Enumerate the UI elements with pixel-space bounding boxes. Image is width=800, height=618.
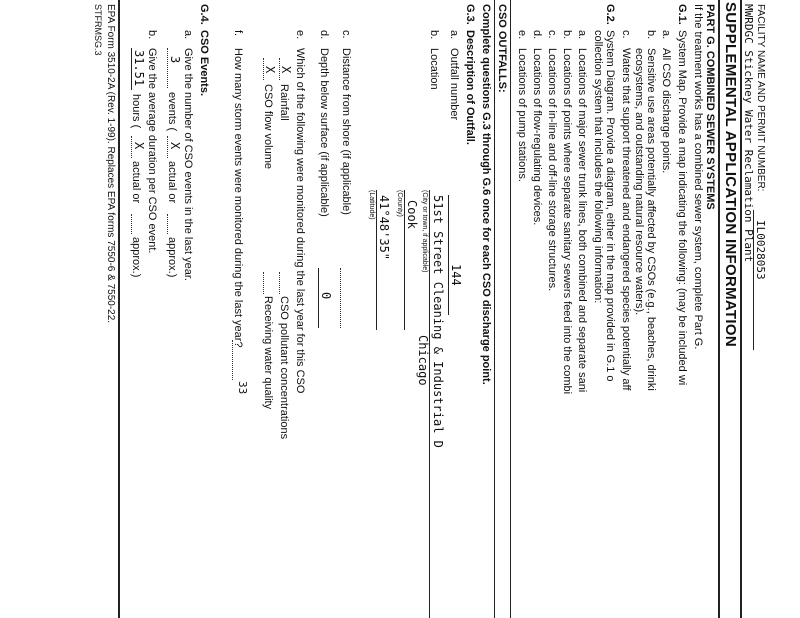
depth-below-surface-label: Depth below surface (if applicable) — [318, 48, 330, 217]
duration-underline — [131, 48, 132, 90]
location-caption: (City or town, if applicable) — [421, 190, 428, 273]
header-rule-2 — [718, 0, 720, 618]
depth-underline — [318, 268, 319, 328]
storm-events-question: How many storm events were monitored during the last year? — [232, 48, 244, 348]
latitude-caption: (Latitude) — [368, 190, 375, 220]
permit-number: IL0028053 — [754, 220, 767, 280]
form-code: STFRMSG.3 — [93, 4, 103, 56]
duration-question: Give the average duration per CSO event. — [146, 48, 158, 254]
storm-events-underline — [232, 340, 233, 380]
distance-from-shore-label: Distance from shore (if applicable) — [340, 48, 352, 215]
g2-item-letter: e. — [516, 30, 528, 40]
cso-events-question: Give the number of CSO events in the last year. — [182, 48, 194, 281]
cso-rule-top — [510, 0, 511, 618]
hours-approx-text: approx.) — [130, 237, 142, 278]
duration-value: 31.51 — [132, 50, 146, 87]
g1-number: G.1. — [676, 4, 688, 25]
g1-item-letter: b. — [645, 30, 657, 40]
g2-item-letter: a. — [576, 30, 588, 40]
checkbox-line — [263, 272, 264, 294]
storm-events-value: 33 — [236, 381, 249, 395]
g2-item-text: Locations of in-line and off-line storage structures. — [546, 48, 558, 292]
g2-item-letter: d. — [531, 30, 543, 40]
monitored-question: Which of the following were monitored during the last year for this CSO — [294, 48, 306, 394]
rainfall-mark[interactable]: X — [279, 66, 293, 74]
events-text: events ( — [166, 92, 178, 132]
g1-item-text: All CSO discharge points. — [660, 48, 672, 174]
outfall-number-underline — [448, 195, 449, 315]
county-underline — [404, 190, 405, 330]
hours-actual-text: actual or — [130, 161, 142, 204]
location-line1: 51st Street Cleaning & Industrial D — [431, 195, 445, 448]
g1-item-text: ecosystems, and outstanding natural resource waters). — [633, 48, 645, 316]
cso-heading: CSO OUTFALLS: — [496, 4, 508, 93]
page-title: SUPPLEMENTAL APPLICATION INFORMATION — [722, 2, 739, 347]
cso-instructions: Complete questions G.3 through G.6 once for each CSO discharge point. — [480, 4, 492, 385]
flow-volume-option: CSO flow volume — [262, 84, 274, 169]
form-footer: EPA Form 3510-2A (Rev. 1-99). Replaces EPA forms 7550-6 & 7550-22. — [105, 4, 116, 324]
g1-text: System Map. Provide a map indicating the following: (may be included wi — [676, 30, 688, 386]
hours-actual-mark[interactable]: X — [132, 142, 146, 150]
events-approx-text: approx.) — [166, 237, 178, 278]
g1-item-text: Waters that support threatened and endangered species potentially aff — [620, 48, 632, 391]
location-latitude: 41°48'35" — [377, 195, 391, 261]
flow-volume-mark[interactable]: X — [263, 66, 277, 74]
events-underline — [167, 48, 168, 88]
location-underline — [429, 190, 430, 618]
footer-rule — [118, 0, 120, 618]
events-actual-mark[interactable]: X — [168, 142, 182, 150]
checkbox-line — [167, 136, 168, 158]
g2-text: System Diagram. Provide a diagram, either in the map provided in G.1 o — [604, 30, 616, 382]
facility-label: FACILITY NAME AND PERMIT NUMBER: — [755, 4, 766, 192]
checkbox-line — [167, 214, 168, 234]
rotated-form: FACILITY NAME AND PERMIT NUMBER: MWRDGC Stickney Water Reclamation Plant IL0028053 SUPPLEMENTAL APPLICATION INFORMATION PART G. COMBINED SEWER SYSTEMS If the treatment works has a combined sewer system, complete Part G. G.1. System Map. Provide a map indicating the following: (may be included wi a. All CSO discharge points. b. Sensitive use areas potentially affected by CSOs (e.g., beaches, drinki ecosystems, and outstanding natural resource waters). c. Waters that support threatened and endangered species potentially aff G.2. System Diagram. Provide a diagram, either in the map provided in G.1 o collection system that includes the following information: a. Locations of major sewer trunk lines, both combined and separate sani b. Locations of points where separate sanitary sewers feed into the combi c. Locations of in-line and off-line storage structures. d. Locations of flow-regulating devices. e. Locations of pump stations. CSO OUTFALLS: Complete questions G.3 through G.6 once for each CSO discharge point. G.3. Description of Outfall. a. Outfall number 144 b. Location 51st Street Cleaning & Industrial D (City or town, if applicable) Chicago Cook (County) 41°48'35" (Latitude) c. Distance from shore (if applicable) d. Depth below surface (if applicable) 0 e. Which of the following were monitored during the last year for this CSO X Rainfall CSO pollutant concentrations X CSO flow volume Receiving water quality f. How many storm events were monitored during the last year? 33 G.4. CSO Events. a. Give the number of CSO events in the last year. 3 events ( X actual or approx.) b. Give the average duration per CSO event. 31.51 hours ( X actual or approx.) EPA Form 3510-2A (Rev. 1-99). Replaces EPA forms 7550-6 & 7550-22. STFRMSG.3 — [0, 0, 800, 618]
g4-number: G.4. — [198, 4, 210, 25]
checkbox-line — [279, 272, 280, 294]
events-actual-text: actual or — [166, 161, 178, 204]
rainfall-option: Rainfall — [278, 84, 290, 121]
checkbox-line — [131, 136, 132, 158]
g2-item-letter: b. — [561, 30, 573, 40]
latitude-underline — [376, 190, 377, 330]
g3-title: Description of Outfall. — [464, 30, 476, 145]
location-label: Location — [428, 48, 440, 90]
permit-underline — [753, 210, 754, 350]
location-county: Cook — [405, 200, 419, 229]
outfall-number-label: Outfall number — [448, 48, 460, 121]
g2-item-text: Locations of major sewer trunk lines, both combined and separate sani — [576, 48, 588, 393]
g1-item-text: Sensitive use areas potentially affected by CSOs (e.g., beaches, drinki — [645, 48, 657, 391]
g2-item-letter: c. — [546, 30, 558, 39]
cso-rule-bottom — [494, 0, 495, 618]
pollutant-option: CSO pollutant concentrations — [278, 296, 290, 440]
g2-number: G.2. — [604, 4, 616, 25]
g3-number: G.3. — [464, 4, 476, 25]
g2-item-text: Locations of pump stations. — [516, 48, 528, 182]
part-g-heading: PART G. COMBINED SEWER SYSTEMS — [704, 4, 716, 210]
distance-underline — [340, 268, 341, 328]
header-rule-1 — [740, 0, 742, 618]
g1-item-letter: c. — [620, 30, 632, 39]
g2-text-continued: collection system that includes the following information: — [592, 30, 604, 304]
county-caption: (County) — [396, 190, 403, 217]
g1-item-letter: a. — [660, 30, 672, 40]
location-city: Chicago — [416, 335, 430, 386]
checkbox-line — [131, 214, 132, 234]
g2-item-text: Locations of flow-regulating devices. — [531, 48, 543, 226]
g2-item-text: Locations of points where separate sanitary sewers feed into the combi — [561, 48, 573, 395]
g4-title: CSO Events. — [198, 30, 210, 97]
water-quality-option: Receiving water quality — [262, 296, 274, 410]
depth-value: 0 — [319, 292, 333, 300]
part-g-intro: If the treatment works has a combined sewer system, complete Part G. — [692, 4, 704, 350]
facility-name: MWRDGC Stickney Water Reclamation Plant — [742, 4, 755, 263]
events-count: 3 — [168, 56, 182, 64]
outfall-number-value: 144 — [449, 264, 463, 286]
hours-text: hours ( — [130, 94, 142, 129]
